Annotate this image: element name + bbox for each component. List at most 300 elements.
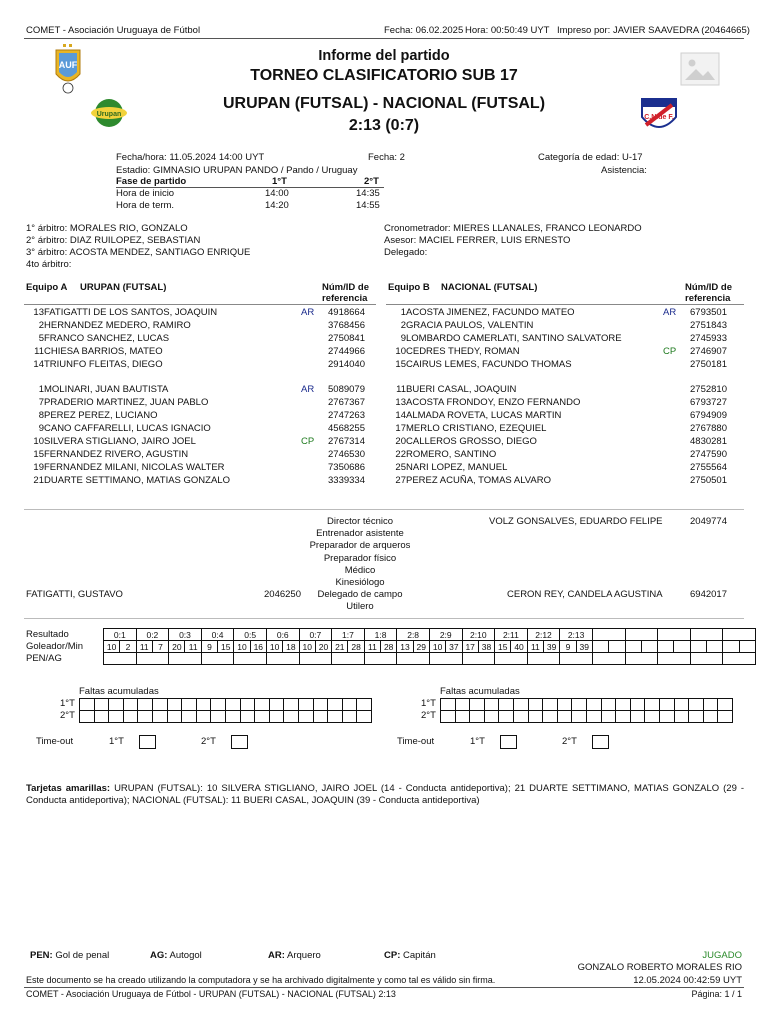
advisor: Asesor: MACIEL FERRER, LUIS ERNESTO [384,235,571,246]
foul-cell [586,699,601,711]
goal-minute-cell: 28 [348,641,364,653]
result-cell: 2:12 [527,629,560,641]
goal-minute-cell: 37 [446,641,462,653]
staff-role-label: Kinesiólogo [335,577,385,588]
pen-ag-cell [364,653,397,665]
signer-name: GONZALO ROBERTO MORALES RIO [577,962,742,973]
goal-minute-cell: 38 [478,641,494,653]
foul-cell [543,711,558,723]
scorer-number-cell: 11 [527,641,543,653]
match-datetime: Fecha/hora: 11.05.2024 14:00 UYT [116,152,265,163]
player-number: 15 [33,449,44,460]
player-number: 22 [395,449,406,460]
foul-cell [645,699,660,711]
foul-cell [255,699,270,711]
team-a-id-header-1: Núm/ID de [322,282,369,293]
player-id: 4568255 [328,423,365,434]
foul-cell [255,711,270,723]
end-label: Hora de term. [116,200,175,211]
player-number: 10 [33,436,44,447]
phase-1t: 1°T [272,176,287,187]
goal-minute-cell: 18 [283,641,299,653]
foul-cell [240,711,255,723]
foul-cell [674,699,689,711]
foul-cell [298,699,313,711]
team-b-timeout-1t-label: 1°T [470,736,485,747]
referee-2: 2° árbitro: DIAZ RUILOPEZ, SEBASTIAN [26,235,201,246]
foul-cell [196,711,211,723]
scorer-number-cell [658,641,674,653]
timekeeper: Cronometrador: MIERES LLANALES, FRANCO LEONARDO [384,223,642,234]
player-id: 2747590 [690,449,727,460]
foul-cell [441,711,456,723]
goal-minute-cell [641,641,657,653]
result-cell: 0:4 [201,629,234,641]
footer-summary: COMET - Asociación Uruguaya de Fútbol - URUPAN (FUTSAL) - NACIONAL (FUTSAL) 2:13 [26,989,396,999]
scorer-number-cell: 10 [299,641,315,653]
scorer-label: Goleador/Min [26,641,84,652]
goal-minute-cell [739,641,755,653]
pen-ag-cell [560,653,593,665]
player-id: 2767367 [328,397,365,408]
team-b-coach-id: 2049774 [690,516,727,527]
player-number: 10 [395,346,406,357]
scorer-number-cell [625,641,641,653]
foul-cell [689,711,704,723]
foul-cell [298,711,313,723]
foul-cell [528,699,543,711]
team-a-timeout-2t-label: 2°T [201,736,216,747]
result-cell: 2:8 [397,629,430,641]
team-b-name: NACIONAL (FUTSAL) [441,282,538,293]
scorer-number-cell: 10 [234,641,250,653]
player-id: 5089079 [328,384,365,395]
result-cell: 1:8 [364,629,397,641]
scorer-number-cell: 9 [560,641,576,653]
staff-role-label: Director técnico [327,516,393,527]
foul-cell [109,711,124,723]
foul-cell [357,699,372,711]
foul-cell [94,711,109,723]
staff-role-label: Delegado de campo [317,589,403,601]
scorer-number-cell: 15 [495,641,511,653]
team-a-id-header-2: referencia [322,293,368,304]
scorer-number-cell: 10 [266,641,282,653]
goal-minute-cell: 20 [315,641,331,653]
player-id: 3339334 [328,475,365,486]
result-label: Resultado [26,629,69,640]
pen-label: PEN/AG [26,653,62,664]
page-number: Página: 1 / 1 [691,989,742,999]
player-name: FERNANDEZ RIVERO, AGUSTIN [44,449,189,460]
team-a-fouls-2t: 2°T [60,710,75,721]
tournament-title: TORNEO CLASIFICATORIO SUB 17 [250,67,518,84]
yellow-cards-text: URUPAN (FUTSAL): 10 SILVERA STIGLIANO, JAIRO JOEL (14 - Conducta antideportiva); 21 DUARTE SETTIMANO, MATIAS GONZALO (29 - Conducta antideportiva); NACIONAL (FUTSAL): 11 BUERI CASAL, JOAQUIN (39 - Conducta antideportiva) [26,783,744,806]
pen-ag-cell [625,653,658,665]
player-number: 2 [400,320,406,331]
team-b-timeout-2t-checkbox[interactable] [592,735,609,749]
goal-minute-cell: 29 [413,641,429,653]
team-b-fouls-label: Faltas acumuladas [440,686,520,697]
pen-ag-cell [169,653,202,665]
foul-cell [703,699,718,711]
player-id: 2746907 [690,346,727,357]
foul-cell [138,699,153,711]
team-a-fouls-1t: 1°T [60,698,75,709]
player-role-badge: AR [301,384,315,395]
foul-cell [601,711,616,723]
player-number: 21 [33,475,44,486]
goal-minute-cell: 7 [152,641,168,653]
player-name: ACOSTA FRONDOY, ENZO FERNANDO [406,397,581,408]
foul-cell [328,699,343,711]
foul-cell [557,711,572,723]
match-score: 2:13 (0:7) [348,117,420,134]
svg-text:AUF: AUF [58,60,78,70]
foul-cell [601,699,616,711]
pen-ag-cell [690,653,723,665]
result-cell: 0:6 [266,629,299,641]
foul-cell [80,699,95,711]
player-number: 11 [34,346,44,357]
player-id: 2752810 [690,384,727,395]
goal-minute-cell: 39 [576,641,592,653]
start-1t: 14:00 [265,188,289,199]
player-id: 2750841 [328,333,365,344]
player-name: BUERI CASAL, JOAQUIN [406,384,517,395]
player-id: 2767880 [690,423,727,434]
team-b-timeout-1t-checkbox[interactable] [500,735,517,749]
player-name: MERLO CRISTIANO, EZEQUIEL [406,423,547,434]
player-id: 2746530 [328,449,365,460]
foul-cell [718,711,733,723]
foul-cell [572,699,587,711]
referee-4: 4to árbitro: [26,259,72,270]
result-cell: 2:13 [560,629,593,641]
player-number: 14 [33,359,44,370]
team-b-fouls-1t: 1°T [421,698,436,709]
result-cell: 0:5 [234,629,267,641]
team-a-name: URUPAN (FUTSAL) [80,282,167,293]
foul-cell [659,711,674,723]
foul-cell [499,711,514,723]
foul-cell [455,699,470,711]
goal-minute-cell: 16 [250,641,266,653]
foul-cell [313,711,328,723]
player-name: CHIESA BARRIOS, MATEO [44,346,163,357]
foul-cell [645,711,660,723]
player-name: CALLEROS GROSSO, DIEGO [406,436,537,447]
player-id: 7350686 [328,462,365,473]
pen-ag-cell [332,653,365,665]
player-id: 2767314 [328,436,365,447]
goal-minute-cell [706,641,722,653]
player-id: 2750181 [690,359,727,370]
team-b-delegate-name: CERON REY, CANDELA AGUSTINA [507,589,663,600]
player-number: 1 [400,307,406,318]
pen-ag-cell [429,653,462,665]
foul-cell [342,699,357,711]
result-cell: 2:11 [495,629,528,641]
foul-cell [513,699,528,711]
team-b-fouls-2t: 2°T [421,710,436,721]
player-name: CANO CAFFARELLI, LUCAS IGNACIO [44,423,211,434]
player-number: 27 [395,475,406,486]
stadium: Estadio: GIMNASIO URUPAN PANDO / Pando / Uruguay [116,165,358,176]
player-number: 20 [395,436,406,447]
header-time: Hora: 00:50:49 UYT [465,25,550,36]
team-b-label: Equipo B [388,282,430,293]
player-number: 5 [38,333,44,344]
scorer-number-cell: 11 [136,641,152,653]
start-label: Hora de inicio [116,188,175,199]
player-id: 2914040 [328,359,365,370]
scorer-number-cell: 20 [169,641,185,653]
player-id: 2755564 [690,462,727,473]
foul-cell [109,699,124,711]
player-number: 19 [33,462,44,473]
result-cell: 2:10 [462,629,495,641]
pen-ag-cell [658,653,691,665]
player-name: LOMBARDO CAMERLATI, SANTINO SALVATORE [406,333,622,344]
signed-at: 12.05.2024 00:42:59 UYT [633,975,742,986]
player-name: FERNANDEZ MILANI, NICOLAS WALTER [44,462,225,473]
foul-cell [572,711,587,723]
player-number: 8 [38,410,44,421]
foul-cell [659,699,674,711]
foul-cell [616,711,631,723]
end-1t: 14:20 [265,200,289,211]
foul-cell [123,711,138,723]
foul-cell [470,711,485,723]
foul-cell [211,711,226,723]
player-name: FRANCO SANCHEZ, LUCAS [44,333,170,344]
staff-role-label: Médico [344,564,376,576]
foul-cell [284,699,299,711]
foul-cell [123,699,138,711]
player-id: 4918664 [328,307,365,318]
foul-cell [342,711,357,723]
team-b-coach-name: VOLZ GONSALVES, EDUARDO FELIPE [489,516,663,527]
referee-1: 1° árbitro: MORALES RIO, GONZALO [26,223,188,234]
staff-role-label: Preparador físico [323,552,397,564]
player-id: 2745933 [690,333,727,344]
player-number: 13 [395,397,406,408]
team-a-timeout-label: Time-out [36,736,74,747]
foul-cell [167,699,182,711]
pen-ag-cell [462,653,495,665]
delegate: Delegado: [384,247,428,258]
referee-3: 3° árbitro: ACOSTA MENDEZ, SANTIAGO ENRIQUE [26,247,251,258]
urupan-logo-icon [90,98,128,128]
goal-minute-cell: 15 [218,641,234,653]
foul-cell [182,699,197,711]
player-role-badge: AR [663,307,677,318]
team-b-timeout-label: Time-out [397,736,435,747]
nacional-logo-icon [638,95,680,137]
foul-cell [138,711,153,723]
phase-2t: 2°T [364,176,379,187]
staff-role-label: Preparador de arqueros [309,540,411,552]
team-b-delegate-id: 6942017 [690,589,727,600]
match-title: URUPAN (FUTSAL) - NACIONAL (FUTSAL) [222,95,546,112]
pen-ag-cell [136,653,169,665]
player-name: GRACIA PAULOS, VALENTIN [406,320,534,331]
foul-cell [240,699,255,711]
foul-cell [674,711,689,723]
player-number: 13 [33,307,44,318]
image-placeholder-icon [680,52,720,86]
pen-ag-cell [397,653,430,665]
staff-role-label: Entrenador asistente [316,528,404,540]
team-a-timeout-1t-checkbox[interactable] [139,735,156,749]
start-2t: 14:35 [356,188,380,199]
team-a-fouls-grid [79,698,372,723]
foul-cell [441,699,456,711]
foul-cell [718,699,733,711]
yellow-cards-label: Tarjetas amarillas: [26,783,111,794]
player-number: 17 [395,423,406,434]
report-title: Informe del partido [318,48,450,64]
result-cell: 0:7 [299,629,332,641]
foul-cell [455,711,470,723]
goal-minute-cell: 2 [120,641,136,653]
foul-cell [328,711,343,723]
pen-ag-cell [201,653,234,665]
player-number: 9 [400,333,406,344]
team-a-timeout-2t-checkbox[interactable] [231,735,248,749]
foul-cell [586,711,601,723]
goal-minute-cell: 39 [544,641,560,653]
scorer-number-cell: 10 [104,641,120,653]
player-role-badge: AR [301,307,315,318]
legend-pen: PEN: Gol de penal [30,950,110,961]
team-b-fouls-grid [440,698,733,723]
foul-cell [80,711,95,723]
foul-cell [616,699,631,711]
foul-cell [499,699,514,711]
player-number: 7 [38,397,44,408]
player-name: ALMADA ROVETA, LUCAS MARTIN [406,410,562,421]
result-cell [592,629,625,641]
foul-cell [543,699,558,711]
team-a-delegate-id: 2046250 [264,589,301,600]
team-a-timeout-1t-label: 1°T [109,736,124,747]
player-name: CAIRUS LEMES, FACUNDO THOMAS [406,359,572,370]
player-number: 25 [395,462,406,473]
legend-cp: CP: Capitán [384,950,436,961]
urupan-logo-text: Urupan [96,111,122,118]
player-number: 14 [395,410,406,421]
foul-cell [528,711,543,723]
scorer-number-cell: 9 [201,641,217,653]
scorer-number-cell [690,641,706,653]
player-name: ACOSTA JIMENEZ, FACUNDO MATEO [406,307,575,318]
player-number: 9 [38,423,44,434]
player-number: 11 [396,384,406,395]
team-a-delegate-name: FATIGATTI, GUSTAVO [26,589,123,600]
player-number: 2 [38,320,44,331]
attendance: Asistencia: [601,165,647,176]
foul-cell [152,711,167,723]
player-id: 6794909 [690,410,727,421]
player-name: PEREZ PEREZ, LUCIANO [44,410,158,421]
foul-cell [557,699,572,711]
result-cell: 0:2 [136,629,169,641]
foul-cell [630,699,645,711]
end-2t: 14:55 [356,200,380,211]
player-name: TRIUNFO FLEITAS, DIEGO [44,359,163,370]
goal-minute-cell: 11 [185,641,201,653]
pen-ag-cell [592,653,625,665]
result-cell: 2:9 [429,629,462,641]
legend-ag: AG: Autogol [150,950,202,961]
player-id: 2750501 [690,475,727,486]
player-name: MOLINARI, JUAN BAUTISTA [44,384,169,395]
disclaimer: Este documento se ha creado utilizando la computadora y se ha archivado digitalmente y como tal es válido sin firma. [26,975,496,985]
foul-cell [703,711,718,723]
player-name: PRADERIO MARTINEZ, JUAN PABLO [44,397,209,408]
header-date: Fecha: 06.02.2025 [384,25,464,36]
goal-minute-cell: 28 [381,641,397,653]
team-a-label: Equipo A [26,282,68,293]
matchday: Fecha: 2 [368,152,405,163]
player-id: 2744966 [328,346,365,357]
player-id: 2751843 [690,320,727,331]
foul-cell [269,699,284,711]
foul-cell [470,699,485,711]
player-name: CEDRES THEDY, ROMAN [406,346,520,357]
match-status: JUGADO [702,950,742,961]
player-role-badge: CP [663,346,677,357]
foul-cell [513,711,528,723]
foul-cell [689,699,704,711]
player-id: 6793501 [690,307,727,318]
pen-ag-cell [527,653,560,665]
player-role-badge: CP [301,436,315,447]
pen-ag-cell [266,653,299,665]
player-number: 15 [395,359,406,370]
scorer-number-cell: 13 [397,641,413,653]
goals-table [103,628,756,665]
scorer-number-cell: 10 [429,641,445,653]
scorer-number-cell: 17 [462,641,478,653]
player-id: 3768456 [328,320,365,331]
age-category: Categoría de edad: U-17 [538,152,643,163]
result-cell: 0:1 [104,629,137,641]
goal-minute-cell [674,641,690,653]
result-cell [658,629,691,641]
foul-cell [484,699,499,711]
player-name: DUARTE SETTIMANO, MATIAS GONZALO [44,475,230,486]
result-cell: 0:3 [169,629,202,641]
player-name: HERNANDEZ MEDERO, RAMIRO [44,320,191,331]
yellow-cards [26,783,744,807]
auf-logo-icon [54,44,82,96]
foul-cell [284,711,299,723]
team-a-fouls-label: Faltas acumuladas [79,686,159,697]
result-cell [625,629,658,641]
legend-ar: AR: Arquero [268,950,321,961]
team-b-id-header-1: Núm/ID de [685,282,732,293]
player-id: 2747263 [328,410,365,421]
nacional-logo-text: C.N.de F. [644,114,674,121]
player-name: NARI LOPEZ, MANUEL [406,462,508,473]
foul-cell [225,699,240,711]
foul-cell [630,711,645,723]
foul-cell [196,699,211,711]
pen-ag-cell [495,653,528,665]
